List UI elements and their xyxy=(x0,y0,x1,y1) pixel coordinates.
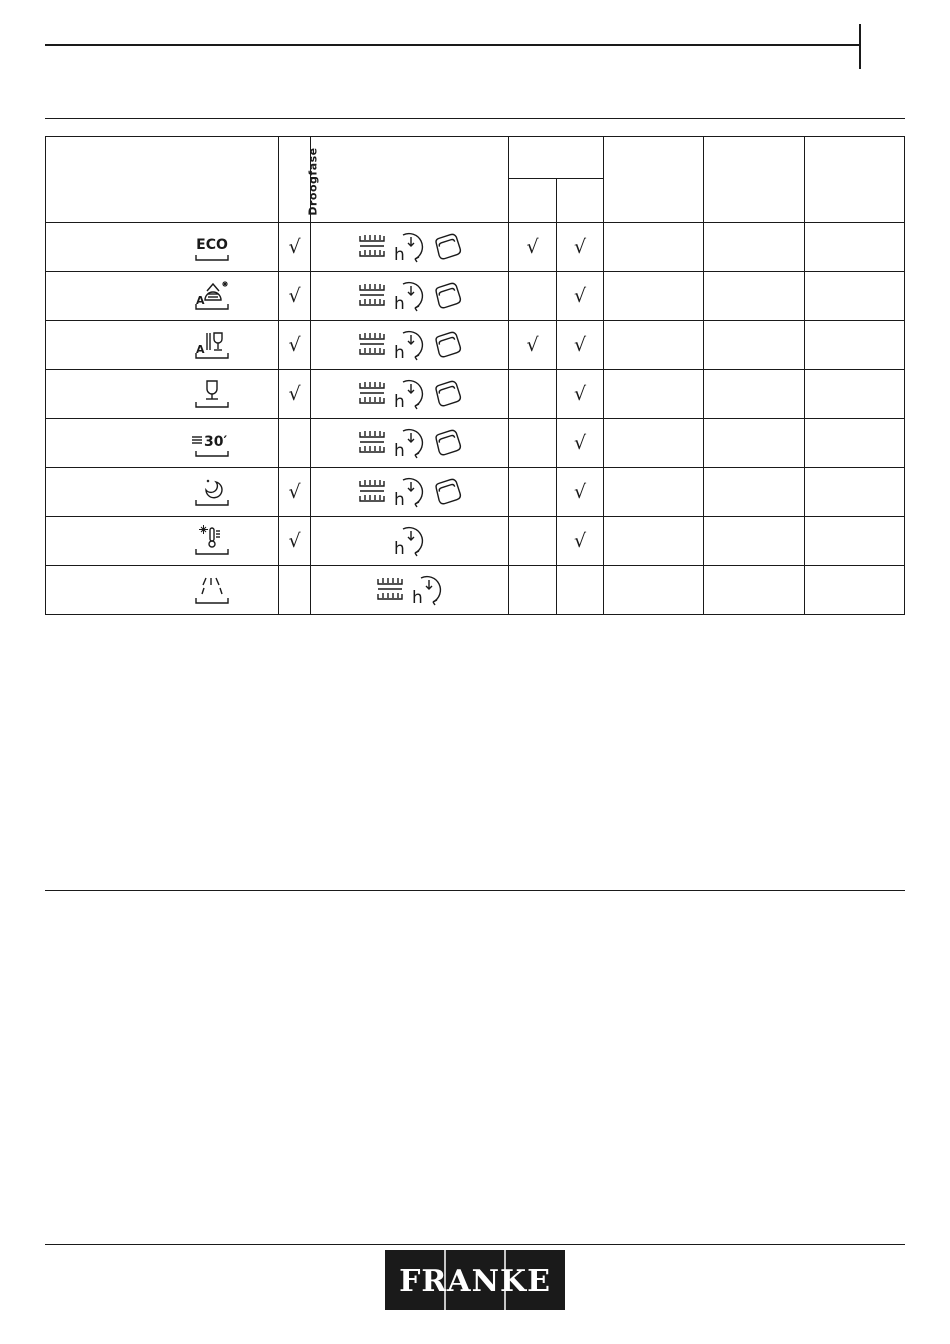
delay-start-icon xyxy=(393,280,427,312)
drying-check: √ xyxy=(288,284,301,307)
half-load-icon xyxy=(357,379,387,409)
glass-program-icon xyxy=(192,374,232,410)
sub-b-cell xyxy=(557,517,604,566)
program-cell xyxy=(46,272,279,321)
check-mark: √ xyxy=(573,529,587,552)
empty-cell xyxy=(604,419,704,468)
delay-start-icon xyxy=(393,525,427,557)
empty-cell xyxy=(805,468,905,517)
check-mark: √ xyxy=(573,431,587,454)
drying-check: √ xyxy=(288,382,301,405)
check-mark: √ xyxy=(573,480,587,503)
table-row xyxy=(46,419,905,468)
empty-cell xyxy=(805,223,905,272)
program-cell xyxy=(46,566,279,615)
check-mark: √ xyxy=(573,333,587,356)
night-program-icon xyxy=(192,472,232,508)
options-cell xyxy=(311,321,509,370)
options-cell xyxy=(311,566,509,615)
delay-start-icon xyxy=(393,231,427,263)
sub-a-cell xyxy=(509,468,557,517)
empty-cell xyxy=(805,272,905,321)
table-row xyxy=(46,223,905,272)
check-mark: √ xyxy=(526,235,539,258)
delay-start-icon xyxy=(393,427,427,459)
drying-cell xyxy=(279,517,311,566)
svg-text:h: h xyxy=(393,441,405,459)
check-mark: √ xyxy=(573,284,587,307)
quick-30-program-icon xyxy=(192,423,232,459)
svg-text:h: h xyxy=(393,245,405,263)
sub-a-cell xyxy=(509,419,557,468)
tablet-icon xyxy=(433,477,463,507)
program-cell xyxy=(46,370,279,419)
table-row xyxy=(46,566,905,615)
tablet-icon xyxy=(433,379,463,409)
header-col-7 xyxy=(704,137,805,223)
tablet-icon xyxy=(433,330,463,360)
empty-cell xyxy=(805,566,905,615)
drying-cell xyxy=(279,566,311,615)
program-cell xyxy=(46,321,279,370)
logo-text: FRANKE xyxy=(399,1264,551,1299)
tablet-icon xyxy=(433,232,463,262)
table-row xyxy=(46,272,905,321)
top-rule xyxy=(45,44,861,46)
drying-check: √ xyxy=(288,529,301,552)
program-cell xyxy=(46,517,279,566)
empty-cell xyxy=(604,321,704,370)
empty-cell xyxy=(704,419,805,468)
program-cell xyxy=(46,419,279,468)
sub-a-cell xyxy=(509,223,557,272)
empty-cell xyxy=(704,223,805,272)
eco-program-icon xyxy=(192,227,232,263)
drying-cell xyxy=(279,370,311,419)
empty-cell xyxy=(604,223,704,272)
tablet-icon xyxy=(433,281,463,311)
svg-text:A: A xyxy=(196,294,205,307)
delay-start-icon xyxy=(393,476,427,508)
drying-cell xyxy=(279,468,311,517)
footer-rule xyxy=(45,1244,905,1245)
empty-cell xyxy=(704,272,805,321)
hygiene-program-icon xyxy=(192,521,232,557)
table-row xyxy=(46,468,905,517)
empty-cell xyxy=(805,370,905,419)
section-rule-middle xyxy=(45,890,905,891)
options-cell xyxy=(311,419,509,468)
options-cell xyxy=(311,272,509,321)
empty-cell xyxy=(704,370,805,419)
empty-cell xyxy=(604,370,704,419)
svg-text:A: A xyxy=(196,343,205,356)
table-row xyxy=(46,370,905,419)
sub-b-cell xyxy=(557,370,604,419)
header-sub-a xyxy=(509,179,557,223)
half-load-icon xyxy=(357,428,387,458)
sub-a-cell xyxy=(509,517,557,566)
header-program xyxy=(46,137,279,223)
svg-text:h: h xyxy=(393,490,405,508)
half-load-icon xyxy=(375,575,405,605)
empty-cell xyxy=(704,517,805,566)
table-row xyxy=(46,321,905,370)
check-mark: √ xyxy=(573,235,587,258)
auto-intensive-program-icon xyxy=(192,276,232,312)
drying-cell xyxy=(279,321,311,370)
sub-a-cell xyxy=(509,272,557,321)
sub-b-cell xyxy=(557,419,604,468)
empty-cell xyxy=(704,468,805,517)
check-mark: √ xyxy=(573,382,587,405)
header-sub-b xyxy=(557,179,604,223)
delay-start-icon xyxy=(411,574,445,606)
svg-text:h: h xyxy=(393,392,405,410)
check-mark: √ xyxy=(526,333,539,356)
svg-text:h: h xyxy=(411,588,423,606)
drying-phase-label: Droogfase xyxy=(306,147,320,216)
top-rule-tick xyxy=(859,24,861,69)
drying-cell xyxy=(279,272,311,321)
empty-cell xyxy=(805,517,905,566)
tablet-icon xyxy=(433,428,463,458)
prewash-program-icon xyxy=(192,570,232,606)
sub-b-cell xyxy=(557,321,604,370)
header-options xyxy=(311,137,509,223)
section-rule-top xyxy=(45,118,905,119)
empty-cell xyxy=(704,321,805,370)
empty-cell xyxy=(805,321,905,370)
header-group xyxy=(509,137,604,179)
empty-cell xyxy=(604,468,704,517)
svg-text:h: h xyxy=(393,294,405,312)
options-cell xyxy=(311,223,509,272)
options-cell xyxy=(311,517,509,566)
drying-check: √ xyxy=(288,480,301,503)
sub-a-cell xyxy=(509,370,557,419)
half-load-icon xyxy=(357,281,387,311)
sub-b-cell xyxy=(557,223,604,272)
delay-start-icon xyxy=(393,378,427,410)
svg-text:h: h xyxy=(393,539,405,557)
drying-cell xyxy=(279,223,311,272)
half-load-icon xyxy=(357,330,387,360)
header-col-8 xyxy=(805,137,905,223)
empty-cell xyxy=(604,272,704,321)
sub-a-cell xyxy=(509,321,557,370)
drying-check: √ xyxy=(288,235,301,258)
empty-cell xyxy=(604,517,704,566)
empty-cell xyxy=(604,566,704,615)
auto-normal-program-icon xyxy=(192,325,232,361)
svg-text:ECO: ECO xyxy=(196,237,228,253)
franke-logo xyxy=(385,1250,565,1310)
options-cell xyxy=(311,370,509,419)
drying-cell xyxy=(279,419,311,468)
program-cell xyxy=(46,468,279,517)
drying-check: √ xyxy=(288,333,301,356)
header-drying-phase xyxy=(279,137,320,223)
header-col-6 xyxy=(604,137,704,223)
sub-b-cell xyxy=(557,468,604,517)
empty-cell xyxy=(805,419,905,468)
sub-b-cell xyxy=(557,566,604,615)
delay-start-icon xyxy=(393,329,427,361)
options-cell xyxy=(311,468,509,517)
half-load-icon xyxy=(357,232,387,262)
half-load-icon xyxy=(357,477,387,507)
table-row xyxy=(46,517,905,566)
svg-text:30′: 30′ xyxy=(204,434,228,450)
program-table xyxy=(45,136,905,615)
empty-cell xyxy=(704,566,805,615)
sub-b-cell xyxy=(557,272,604,321)
program-cell xyxy=(46,223,279,272)
sub-a-cell xyxy=(509,566,557,615)
svg-text:h: h xyxy=(393,343,405,361)
